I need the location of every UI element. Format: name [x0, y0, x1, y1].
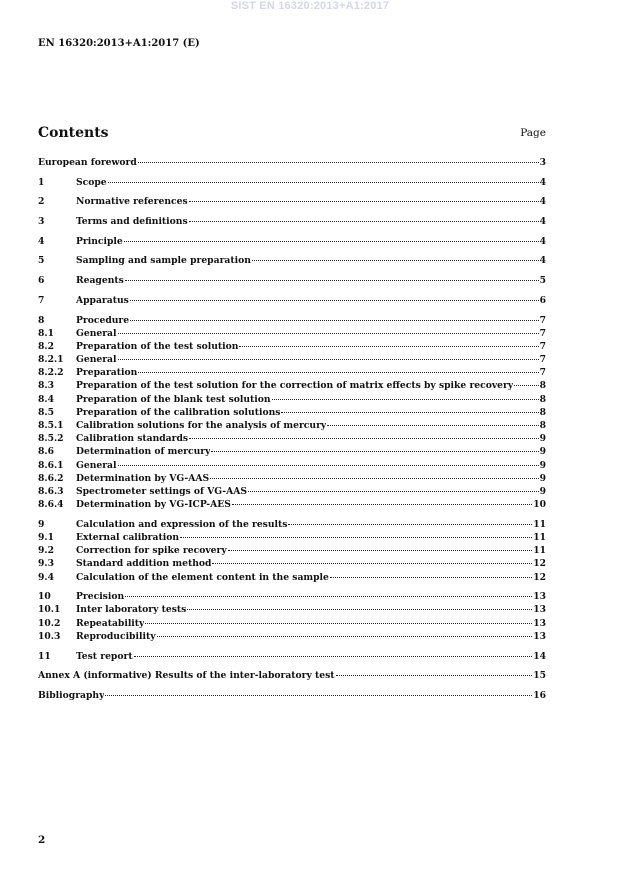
toc-entry-title: Preparation: [76, 367, 138, 379]
toc-entry-number: 1: [38, 176, 45, 188]
toc-entry-number: 8.5.1: [38, 420, 64, 431]
toc-entry[interactable]: [38, 315, 546, 328]
toc-leader-dots: [180, 537, 532, 538]
toc-entry-title: Preparation of the test solution for the correction of matrix effects by spike recovery: [76, 380, 514, 392]
toc-entry[interactable]: [38, 328, 546, 341]
toc-entry-title: Reagents: [76, 275, 124, 287]
toc-entry-title: General: [76, 459, 117, 471]
toc-leader-dots: [118, 359, 539, 360]
toc-entry-title: Scope: [76, 176, 107, 188]
toc-entry[interactable]: [38, 486, 546, 499]
toc-entry[interactable]: [38, 216, 546, 229]
toc-entry-title: Determination by VG-ICP-AES: [76, 499, 231, 511]
toc-entry-number: 9.2: [38, 545, 54, 557]
toc-entry[interactable]: [38, 394, 546, 407]
toc-leader-dots: [336, 675, 533, 676]
toc-entry-page: 5: [539, 275, 546, 287]
toc-entry-title: European foreword: [38, 157, 137, 168]
toc-entry-number: 10: [38, 591, 51, 603]
toc-leader-dots: [330, 577, 532, 578]
toc-entry-number: 8.5: [38, 406, 54, 418]
toc-entry-page: 9: [539, 459, 546, 471]
toc-entry-page: 13: [533, 604, 546, 616]
page-column-heading: Page: [520, 127, 546, 139]
toc-leader-dots: [211, 451, 538, 452]
toc-entry-page: 8: [539, 393, 546, 405]
toc-entry-page: 8: [539, 380, 546, 392]
toc-entry-title: Correction for spike recovery: [76, 545, 227, 557]
toc-entry-title: Repeatability: [76, 617, 145, 629]
toc-entry-number: 9: [38, 518, 45, 530]
toc-entry-page: 3: [539, 157, 546, 168]
toc-entry-number: 5: [38, 255, 45, 267]
toc-entry-number: 10.1: [38, 604, 61, 616]
toc-entry-page: 7: [539, 354, 546, 366]
toc-entry-number: 8.6.3: [38, 485, 64, 497]
toc-entry-page: 9: [539, 433, 546, 445]
toc-entry-number: 8.1: [38, 327, 54, 339]
toc-leader-dots: [327, 425, 538, 426]
toc-entry-page: 4: [539, 255, 546, 267]
toc-entry[interactable]: [38, 499, 546, 512]
toc-entry-title: Determination of mercury: [76, 446, 211, 458]
toc-entry-page: 7: [539, 314, 546, 326]
toc-entry[interactable]: [38, 670, 546, 683]
toc-entry[interactable]: [38, 690, 546, 703]
toc-entry-title: Precision: [76, 591, 125, 603]
toc-leader-dots: [189, 438, 539, 439]
toc-entry-page: 10: [533, 499, 546, 511]
toc-entry-page: 14: [533, 650, 546, 662]
toc-entry[interactable]: [38, 572, 546, 585]
toc-entry-page: 4: [539, 235, 546, 247]
toc-entry-title: Standard addition method: [76, 558, 212, 570]
toc-entry-title: Bibliography: [38, 689, 105, 701]
toc-entry[interactable]: [38, 532, 546, 545]
toc-leader-dots: [212, 563, 532, 564]
toc-entry-page: 7: [539, 327, 546, 339]
toc-entry[interactable]: [38, 380, 546, 393]
toc-entry-page: 9: [539, 472, 546, 484]
toc-entry-title: Inter laboratory tests: [76, 604, 187, 616]
toc-leader-dots: [145, 623, 532, 624]
toc-entry-number: 7: [38, 294, 45, 306]
toc-leader-dots: [232, 504, 532, 505]
toc-entry-number: 8.5.2: [38, 433, 64, 445]
toc-leader-dots: [124, 241, 539, 242]
toc-leader-dots: [189, 201, 539, 202]
toc-entry-title: General: [76, 354, 117, 366]
toc-leader-dots: [118, 465, 539, 466]
toc-entry-number: 8.6: [38, 446, 54, 458]
toc-entry[interactable]: [38, 460, 546, 473]
toc-leader-dots: [514, 385, 538, 386]
toc-entry-number: 9.1: [38, 532, 54, 543]
toc-entry-title: Principle: [76, 235, 123, 247]
toc-entry-title: Spectrometer settings of VG-AAS: [76, 485, 248, 497]
toc-entry-page: 7: [539, 340, 546, 352]
watermark: SIST EN 16320:2013+A1:2017: [230, 0, 390, 12]
toc-entry-number: 10.3: [38, 630, 61, 642]
toc-entry[interactable]: [38, 433, 546, 446]
toc-leader-dots: [108, 182, 539, 183]
toc-entry-title: Normative references: [76, 196, 188, 208]
toc-entry[interactable]: [38, 236, 546, 249]
toc-entry-number: 4: [38, 235, 45, 247]
toc-leader-dots: [252, 260, 539, 261]
toc-leader-dots: [130, 320, 538, 321]
toc-leader-dots: [138, 162, 539, 163]
toc-entry[interactable]: [38, 631, 546, 644]
toc-entry-page: 9: [539, 485, 546, 497]
toc-leader-dots: [157, 636, 533, 637]
toc-entry[interactable]: [38, 295, 546, 308]
toc-entry-number: 8: [38, 314, 45, 326]
toc-entry-title: Apparatus: [76, 294, 129, 306]
toc-entry-number: 8.6.2: [38, 472, 64, 484]
toc-leader-dots: [272, 399, 539, 400]
toc-leader-dots: [105, 695, 532, 696]
toc-entry-title: Annex A (informative) Results of the inter-laboratory test: [38, 670, 335, 682]
toc-entry[interactable]: [38, 157, 546, 170]
toc-entry-page: 8: [539, 406, 546, 418]
toc-entry-title: Reproducibility: [76, 630, 156, 642]
toc-entry-title: Test report: [76, 650, 133, 662]
toc-entry[interactable]: [38, 341, 546, 354]
page-number: 2: [38, 834, 46, 846]
toc-entry-title: Calculation and expression of the results: [76, 518, 288, 530]
toc-entry-page: 4: [539, 176, 546, 188]
toc-leader-dots: [210, 478, 538, 479]
toc-entry-page: 12: [533, 571, 546, 583]
toc-leader-dots: [248, 491, 539, 492]
toc-entry-title: Preparation of the test solution: [76, 340, 239, 352]
toc-entry-page: 11: [533, 532, 546, 543]
toc-entry[interactable]: [38, 558, 546, 571]
toc-leader-dots: [125, 280, 539, 281]
toc-entry-page: 16: [533, 689, 546, 701]
toc-entry[interactable]: [38, 255, 546, 268]
toc-entry[interactable]: [38, 177, 546, 190]
toc-entry-number: 8.2.2: [38, 367, 64, 379]
toc-entry-page: 15: [533, 670, 546, 682]
toc-leader-dots: [288, 524, 532, 525]
toc-entry[interactable]: [38, 545, 546, 558]
toc-entry[interactable]: [38, 367, 546, 380]
toc-entry[interactable]: [38, 446, 546, 459]
toc-entry[interactable]: [38, 604, 546, 617]
toc-leader-dots: [228, 550, 533, 551]
toc-entry[interactable]: [38, 651, 546, 664]
toc-entry[interactable]: [38, 407, 546, 420]
toc-entry-title: General: [76, 327, 117, 339]
toc-entry-number: 8.2: [38, 340, 54, 352]
toc-entry-number: 8.2.1: [38, 354, 64, 366]
toc-entry-page: 13: [533, 617, 546, 629]
toc-entry[interactable]: [38, 275, 546, 288]
toc-entry-number: 9.4: [38, 571, 54, 583]
toc-entry-title: Determination by VG-AAS: [76, 472, 210, 484]
toc-entry-title: Calibration solutions for the analysis of mercury: [76, 420, 327, 431]
toc-entry-page: 9: [539, 446, 546, 458]
toc-entry-page: 6: [539, 294, 546, 306]
toc-entry-page: 4: [539, 216, 546, 228]
toc-entry-page: 11: [533, 518, 546, 530]
toc-entry[interactable]: [38, 473, 546, 486]
toc-leader-dots: [118, 333, 539, 334]
toc-entry-page: 12: [533, 558, 546, 570]
toc-entry-title: Sampling and sample preparation: [76, 255, 251, 267]
toc-leader-dots: [125, 596, 532, 597]
toc-entry-number: 11: [38, 650, 51, 662]
toc-entry[interactable]: [38, 354, 546, 367]
table-of-contents: [38, 157, 546, 703]
document-id: EN 16320:2013+A1:2017 (E): [38, 38, 200, 49]
toc-entry-title: Terms and definitions: [76, 216, 188, 228]
toc-entry-page: 8: [539, 420, 546, 431]
toc-leader-dots: [281, 412, 538, 413]
toc-entry-number: 3: [38, 216, 45, 228]
toc-entry[interactable]: [38, 591, 546, 604]
toc-entry-page: 7: [539, 367, 546, 379]
toc-leader-dots: [134, 656, 533, 657]
toc-leader-dots: [130, 300, 539, 301]
toc-entry-number: 8.6.4: [38, 499, 64, 511]
contents-heading: Contents: [38, 125, 109, 141]
toc-leader-dots: [187, 609, 532, 610]
toc-leader-dots: [138, 372, 538, 373]
toc-entry-number: 2: [38, 196, 45, 208]
toc-entry-number: 8.4: [38, 393, 54, 405]
toc-entry-title: Preparation of the blank test solution: [76, 393, 271, 405]
toc-entry-page: 13: [533, 591, 546, 603]
toc-entry-title: Calculation of the element content in the sample: [76, 571, 329, 583]
toc-entry-number: 6: [38, 275, 45, 287]
toc-entry[interactable]: [38, 618, 546, 631]
toc-entry-title: Procedure: [76, 314, 130, 326]
toc-entry-title: Preparation of the calibration solutions: [76, 406, 281, 418]
toc-entry-page: 13: [533, 630, 546, 642]
toc-entry-number: 8.6.1: [38, 459, 64, 471]
toc-leader-dots: [189, 221, 539, 222]
toc-leader-dots: [239, 346, 538, 347]
toc-entry-page: 11: [533, 545, 546, 557]
toc-entry-title: External calibration: [76, 532, 180, 543]
toc-entry-number: 9.3: [38, 558, 54, 570]
toc-entry[interactable]: [38, 519, 546, 532]
toc-entry[interactable]: [38, 196, 546, 209]
toc-entry-page: 4: [539, 196, 546, 208]
toc-entry-number: 8.3: [38, 380, 54, 392]
toc-entry[interactable]: [38, 420, 546, 433]
toc-entry-number: 10.2: [38, 617, 61, 629]
toc-entry-title: Calibration standards: [76, 433, 189, 445]
